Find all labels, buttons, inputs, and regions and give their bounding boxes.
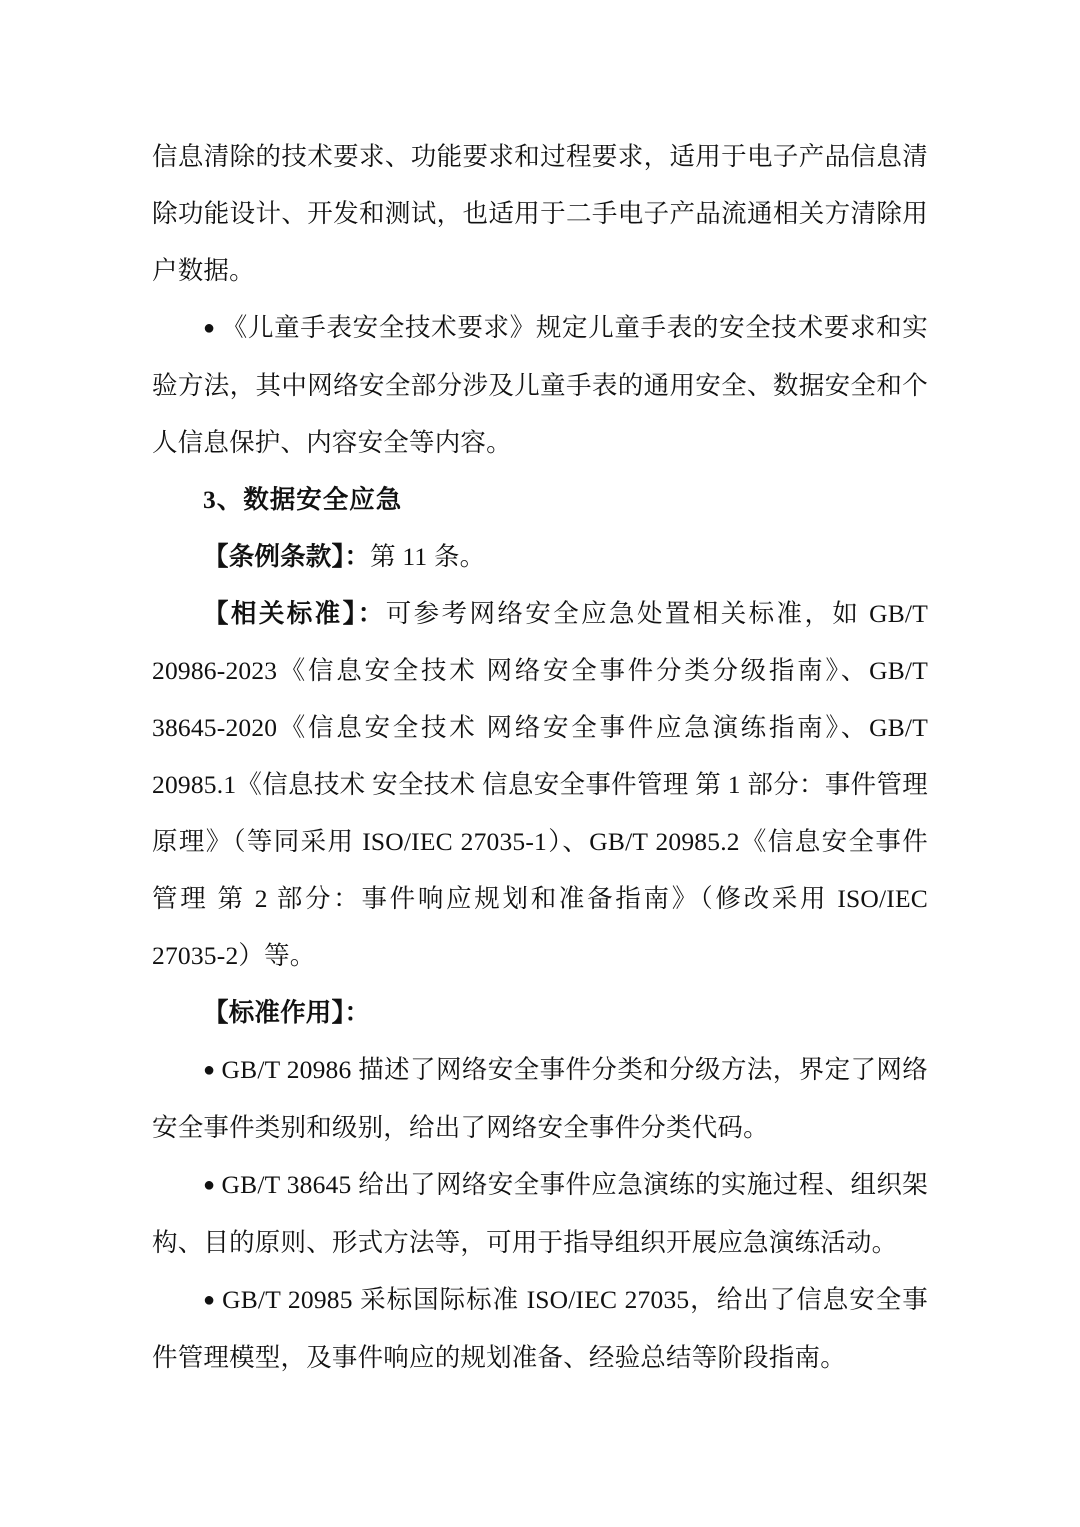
bullet-icon: ● xyxy=(203,1289,217,1311)
paragraph-gbt20986 xyxy=(152,1041,928,1156)
bullet-icon: ● xyxy=(203,1059,216,1081)
paragraph-related-standards xyxy=(152,585,928,984)
paragraph-text: GB/T 20986 描述了网络安全事件分类和分级方法，界定了网络安全事件类别和级别，给出了网络安全事件分类代码。 xyxy=(152,1055,929,1142)
paragraph-kids-watch-standard xyxy=(152,299,928,471)
paragraph-gbt38645 xyxy=(152,1156,928,1271)
related-standards-label: 【相关标准】： xyxy=(203,599,386,628)
standard-function-label: 【标准作用】： xyxy=(203,998,371,1027)
document-body xyxy=(152,128,928,1386)
paragraph-info-erasure: 信息清除的技术要求、功能要求和过程要求，适用于电子产品信息清除功能设计、开发和测试，也适用于二手电子产品流通相关方清除用户数据。 xyxy=(152,142,928,285)
paragraph-regulation-clause xyxy=(152,528,928,585)
paragraph-text: GB/T 20985 采标国际标准 ISO/IEC 27035，给出了信息安全事件管理模型，及事件响应的规划准备、经验总结等阶段指南。 xyxy=(152,1285,929,1372)
bullet-icon: ● xyxy=(203,317,216,339)
clause-text: 第 11 条。 xyxy=(370,542,486,571)
bullet-icon: ● xyxy=(203,1174,216,1196)
paragraph-text: 《儿童手表安全技术要求》规定儿童手表的安全技术要求和实验方法，其中网络安全部分涉及儿童手表的通用安全、数据安全和个人信息保护、内容安全等内容。 xyxy=(152,313,929,457)
paragraph-standard-function-label xyxy=(152,984,928,1041)
clause-label: 【条例条款】： xyxy=(203,542,371,571)
paragraph-gbt20985 xyxy=(152,1271,928,1386)
heading-data-security-emergency: 3、数据安全应急 xyxy=(203,485,403,514)
related-standards-text: 可参考网络安全应急处置相关标准，如 GB/T 20986-2023《信息安全技术 网络安全事件分类分级指南》、GB/T 38645-2020《信息安全技术 网络安全事件应急演练指南》、GB/T 20985.1《信息技术 安全技术 信息安全事件管理 第 1 部分：事件管理原理》（等同采用 ISO/IEC 27035-1）、GB/T 20985.2《信息安全事件管理 第 2 部分：事件响应规划和准备指南》（修改采用 ISO/IEC 27035-2）等。 xyxy=(152,599,928,970)
paragraph-text: GB/T 38645 给出了网络安全事件应急演练的实施过程、组织架构、目的原则、形式方法等，可用于指导组织开展应急演练活动。 xyxy=(152,1170,929,1257)
